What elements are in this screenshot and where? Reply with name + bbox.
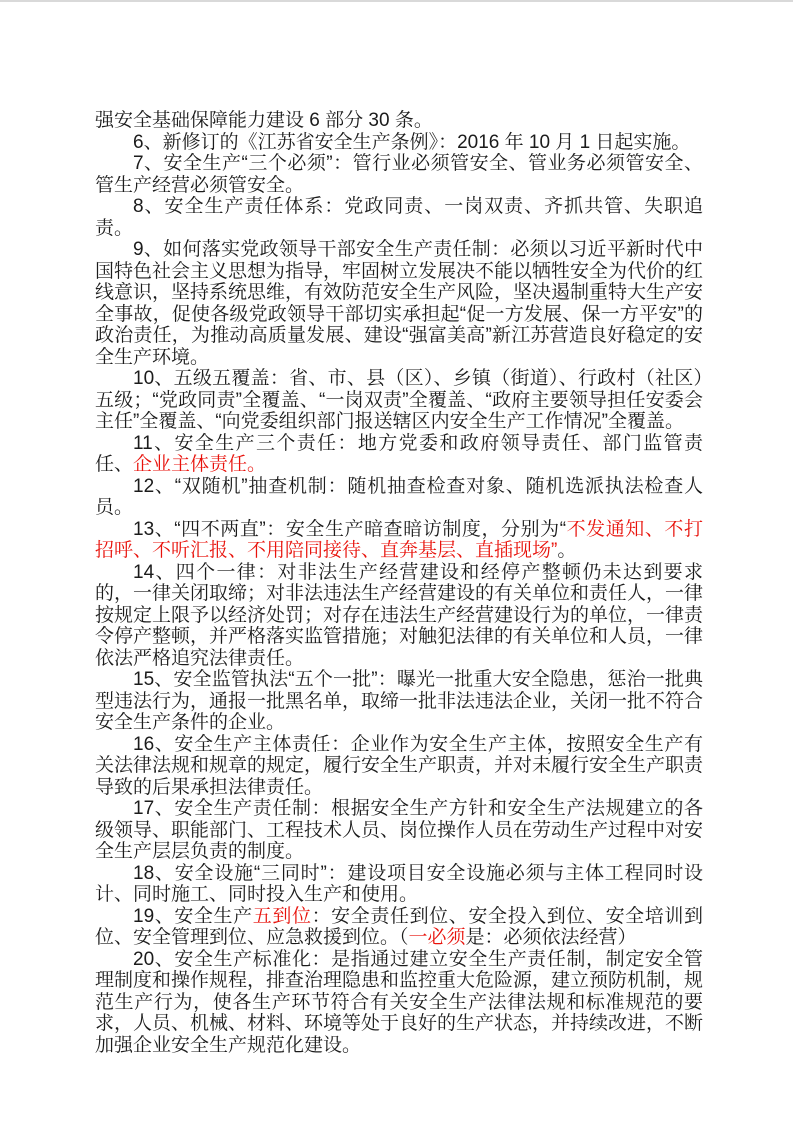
text-run: 20、安全生产标准化：是指通过建立安全生产责任制，制定安全管理制度和操作规程，排查治理隐患和监控重大危险源，建立预防机制，规范生产行为，使各生产环节符合有关安全生产法律法规和标准规范的要求，人员、机械、材料、环境等处于良好的生产状态，并持续改进，不断加强企业安全生产规范化建设。 <box>95 948 704 1056</box>
text-run: 是：必须依法经营） <box>465 927 637 948</box>
paragraph <box>95 562 703 670</box>
text-run: 13、“四不两直”：安全生产暗查暗访制度，分别为“ <box>133 518 567 540</box>
paragraph <box>95 734 703 799</box>
text-run: 14、四个一律：对非法生产经营建设和经停产整顿仍未达到要求的，一律关闭取缔；对非法违法生产经营建设的有关单位和责任人，一律按规定上限予以经济处罚；对存在违法生产经营建设行为的单位，一律责令停产整顿，并严格落实监管措施；对触犯法律的有关单位和人员，一律依法严格追究法律责任。 <box>95 561 704 669</box>
text-run: 12、“双随机”抽查机制：随机抽查检查对象、随机选派执法检查人员。 <box>95 475 703 518</box>
paragraph <box>95 476 703 519</box>
text-run: 7、安全生产“三个必须”：管行业必须管安全、管业务必须管安全、管生产经营必须管安全。 <box>95 153 703 196</box>
paragraph <box>95 110 703 132</box>
paragraph <box>95 519 703 562</box>
text-run: 15、安全监管执法“五个一批”：曝光一批重大安全隐患，惩治一批典型违法行为，通报一批黑名单，取缔一批非法违法企业，关闭一批不符合安全生产条件的企业。 <box>95 669 704 733</box>
highlighted-text: 企业主体责任。 <box>133 454 267 475</box>
text-run: ：安全责任到位、安全投入到位、安全培训到位、安全管理到位、应急救援到位。（ <box>95 905 703 948</box>
highlighted-text: 一必须 <box>408 927 466 948</box>
paragraph <box>95 669 703 734</box>
paragraph <box>95 239 703 368</box>
text-run: 18、安全设施“三同时”：建设项目安全设施必须与主体工程同时设计、同时施工、同时投入生产和使用。 <box>95 862 703 905</box>
paragraph <box>95 949 703 1057</box>
text-run: 6、新修订的《江苏省安全生产条例》：2016 年 10 月 1 日起实施。 <box>133 131 691 153</box>
paragraph <box>95 433 703 476</box>
paragraph <box>95 863 703 906</box>
page-top-edge <box>0 0 793 2</box>
paragraph <box>95 368 703 433</box>
text-run: 10、五级五覆盖：省、市、县（区）、乡镇（街道）、行政村（社区）五级；“党政同责”全覆盖、“一岗双责”全覆盖、“政府主要领导担任安委会主任”全覆盖、“向党委组织部门报送辖区内安全生产工作情况”全覆盖。 <box>95 368 703 432</box>
text-run: 11、安全生产三个责任：地方党委和政府领导责任、部门监管责任、 <box>95 432 703 475</box>
paragraph <box>95 153 703 196</box>
text-run: 强安全基础保障能力建设 6 部分 30 条。 <box>95 110 433 131</box>
paragraph <box>95 196 703 239</box>
paragraph <box>95 798 703 863</box>
text-run: 。 <box>557 540 577 561</box>
paragraph <box>95 132 703 154</box>
paragraph <box>95 906 703 949</box>
text-run: 17、安全生产责任制：根据安全生产方针和安全生产法规建立的各级领导、职能部门、工程技术人员、岗位操作人员在劳动生产过程中对安全生产层层负责的制度。 <box>95 798 704 862</box>
highlighted-text: 五到位 <box>252 905 312 927</box>
text-run: 9、如何落实党政领导干部安全生产责任制：必须以习近平新时代中国特色社会主义思想为指导，牢固树立发展决不能以牺牲安全为代价的红线意识，坚持系统思维，有效防范安全生产风险，坚决遏制重特大生产安全事故，促使各级党政领导干部切实承担起“促一方发展、保一方平安”的政治责任，为推动高质量发展、建设“强富美高”新江苏营造良好稳定的安全生产环境。 <box>95 239 704 368</box>
text-run: 8、安全生产责任体系：党政同责、一岗双责、齐抓共管、失职追责。 <box>95 196 703 239</box>
highlighted-text: 不发通知、不打招呼、不听汇报、不用陪同接待、直奔基层、直插现场” <box>95 518 703 561</box>
document-content <box>95 110 703 1056</box>
text-run: 16、安全生产主体责任：企业作为安全生产主体，按照安全生产有关法律法规和规章的规定，履行安全生产职责，并对未履行安全生产职责导致的后果承担法律责任。 <box>95 733 704 798</box>
text-run: 19、安全生产 <box>133 905 253 927</box>
